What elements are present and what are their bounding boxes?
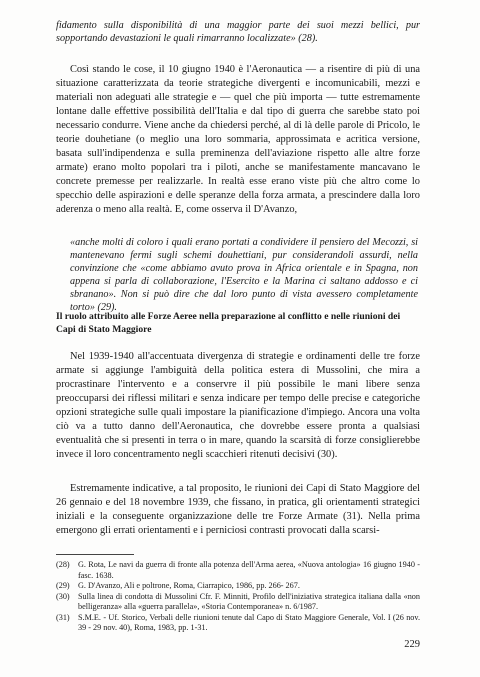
section-heading: Il ruolo attribuito alle Forze Aeree nella preparazione al conflitto e nelle riunioni dei Capi di Stato Maggiore: [56, 311, 401, 335]
body-paragraph-3: Estremamente indicative, a tal proposito, le riunioni dei Capi di Stato Maggiore del 26 gennaio e del 18 novembre 1939, che fissano, in pratica, gli orientamenti strategici iniziali e la conseguente organizzazione delle tre Forze Armate (31). Nella prima emergono gli errati orientamenti e i perniciosi contrasti provocati dalla scarsi-: [56, 483, 420, 536]
block-quote-continuation: fidamento sulla disponibilità di una maggior parte dei suoi mezzi bellici, pur sopportando devastazioni le quali rimarranno localizzate» (28).: [56, 20, 420, 44]
body-paragraph-1: Così stando le cose, il 10 giugno 1940 è l'Aeronautica — a risentire di più di una situazione caratterizzata da teorie strategiche divergenti e incomunicabili, mezzi e materiali non adeguati alle strategie e — quel che più importa — tutte estremamente lontane dalle effettive possibilità dell'Italia e dal tipo di guerra che sarebbe stato poi necessario condurre. Viene anche da chiedersi perché, al di là delle parole di Pricolo, le teorie douhetiane (o meglio una loro sommaria, approssimata e acritica versione, basata sull'indipendenza e sulla preminenza dell'aviazione rispetto alle altre forze armate) erano molto popolari tra i piloti, anche se manifestamente mancavano le concrete premesse per realizzarle. In realtà esse erano viste più che altro come lo specchio delle aspirazioni e delle speranze della forza armata, a prescindere dalla loro aderenza o meno alla realtà. E, come osserva il D'Avanzo,: [56, 64, 420, 215]
footnote-30: [56, 592, 420, 613]
footnote-text: G. Rota, Le navi da guerra di fronte alla potenza dell'Arma aerea, «Nuova antologia» 16 giugno 1940 - fasc. 1638.: [78, 560, 420, 580]
footnote-number: (31): [56, 612, 70, 622]
footnote-number: (29): [56, 581, 70, 590]
footnote-31: [56, 613, 420, 634]
footnote-number: (30): [56, 591, 70, 601]
footnote-29: [56, 581, 420, 592]
footnote-separator: [56, 554, 134, 555]
footnote-text: Sulla linea di condotta di Mussolini Cfr. F. Minniti, Profilo dell'iniziativa strategica italiana dalla «non belligeranza» alla «guerra parallela», «Storia Contemporanea» n. 6/1987.: [78, 591, 420, 611]
page-number: 229: [404, 639, 420, 650]
footnote-28: [56, 560, 420, 581]
body-paragraph-2: Nel 1939-1940 all'accentuata divergenza di strategie e ordinamenti delle tre forze armate si aggiunge l'ambiguità della politica estera di Mussolini, che mira a procrastinare l'intervento e a conservre il più possibile le mani libere senza preoccuparsi dei riflessi militari e senza indicare per tempo delle precise e categoriche opzioni strategiche sulle quali impostare la pianificazione d'impiego. Ancora una volta ciò va a tutto danno dell'Aeronautica, che dovrebbe essere pronta a qualsiasi eventualità che si presenti in terra o in mare, quando la scarsità di forze consiglierebbe invece il loro concentramento negli scacchieri ritenuti decisivi (30).: [56, 351, 420, 460]
footnote-text: G. D'Avanzo, Ali e poltrone, Roma, Ciarrapico, 1986, pp. 266- 267.: [78, 581, 300, 590]
footnotes: [56, 560, 420, 634]
block-quote-davanzo: «anche molti di coloro i quali erano portati a condividere il pensiero del Mecozzi, si mantenevano fermi sugli schemi douhettiani, pur considerandoli assurdi, nella convinzione che «come abbiamo avuto prova in Africa orientale e in Spagna, non appena si parla di collaborazione, l'Esercito e la Marina ci saltano addosso e ci sbranano». Non si può dire che dal loro punto di vista avessero completamente torto» (29).: [70, 237, 418, 313]
footnote-text: S.M.E. - Uf. Storico, Verbali delle riunioni tenute dal Capo di Stato Maggiore Generale, Vol. I (26 nov. 39 - 29 nov. 40), Roma, 1983, pp. 1-31.: [78, 612, 420, 632]
footnote-number: (28): [56, 560, 70, 569]
